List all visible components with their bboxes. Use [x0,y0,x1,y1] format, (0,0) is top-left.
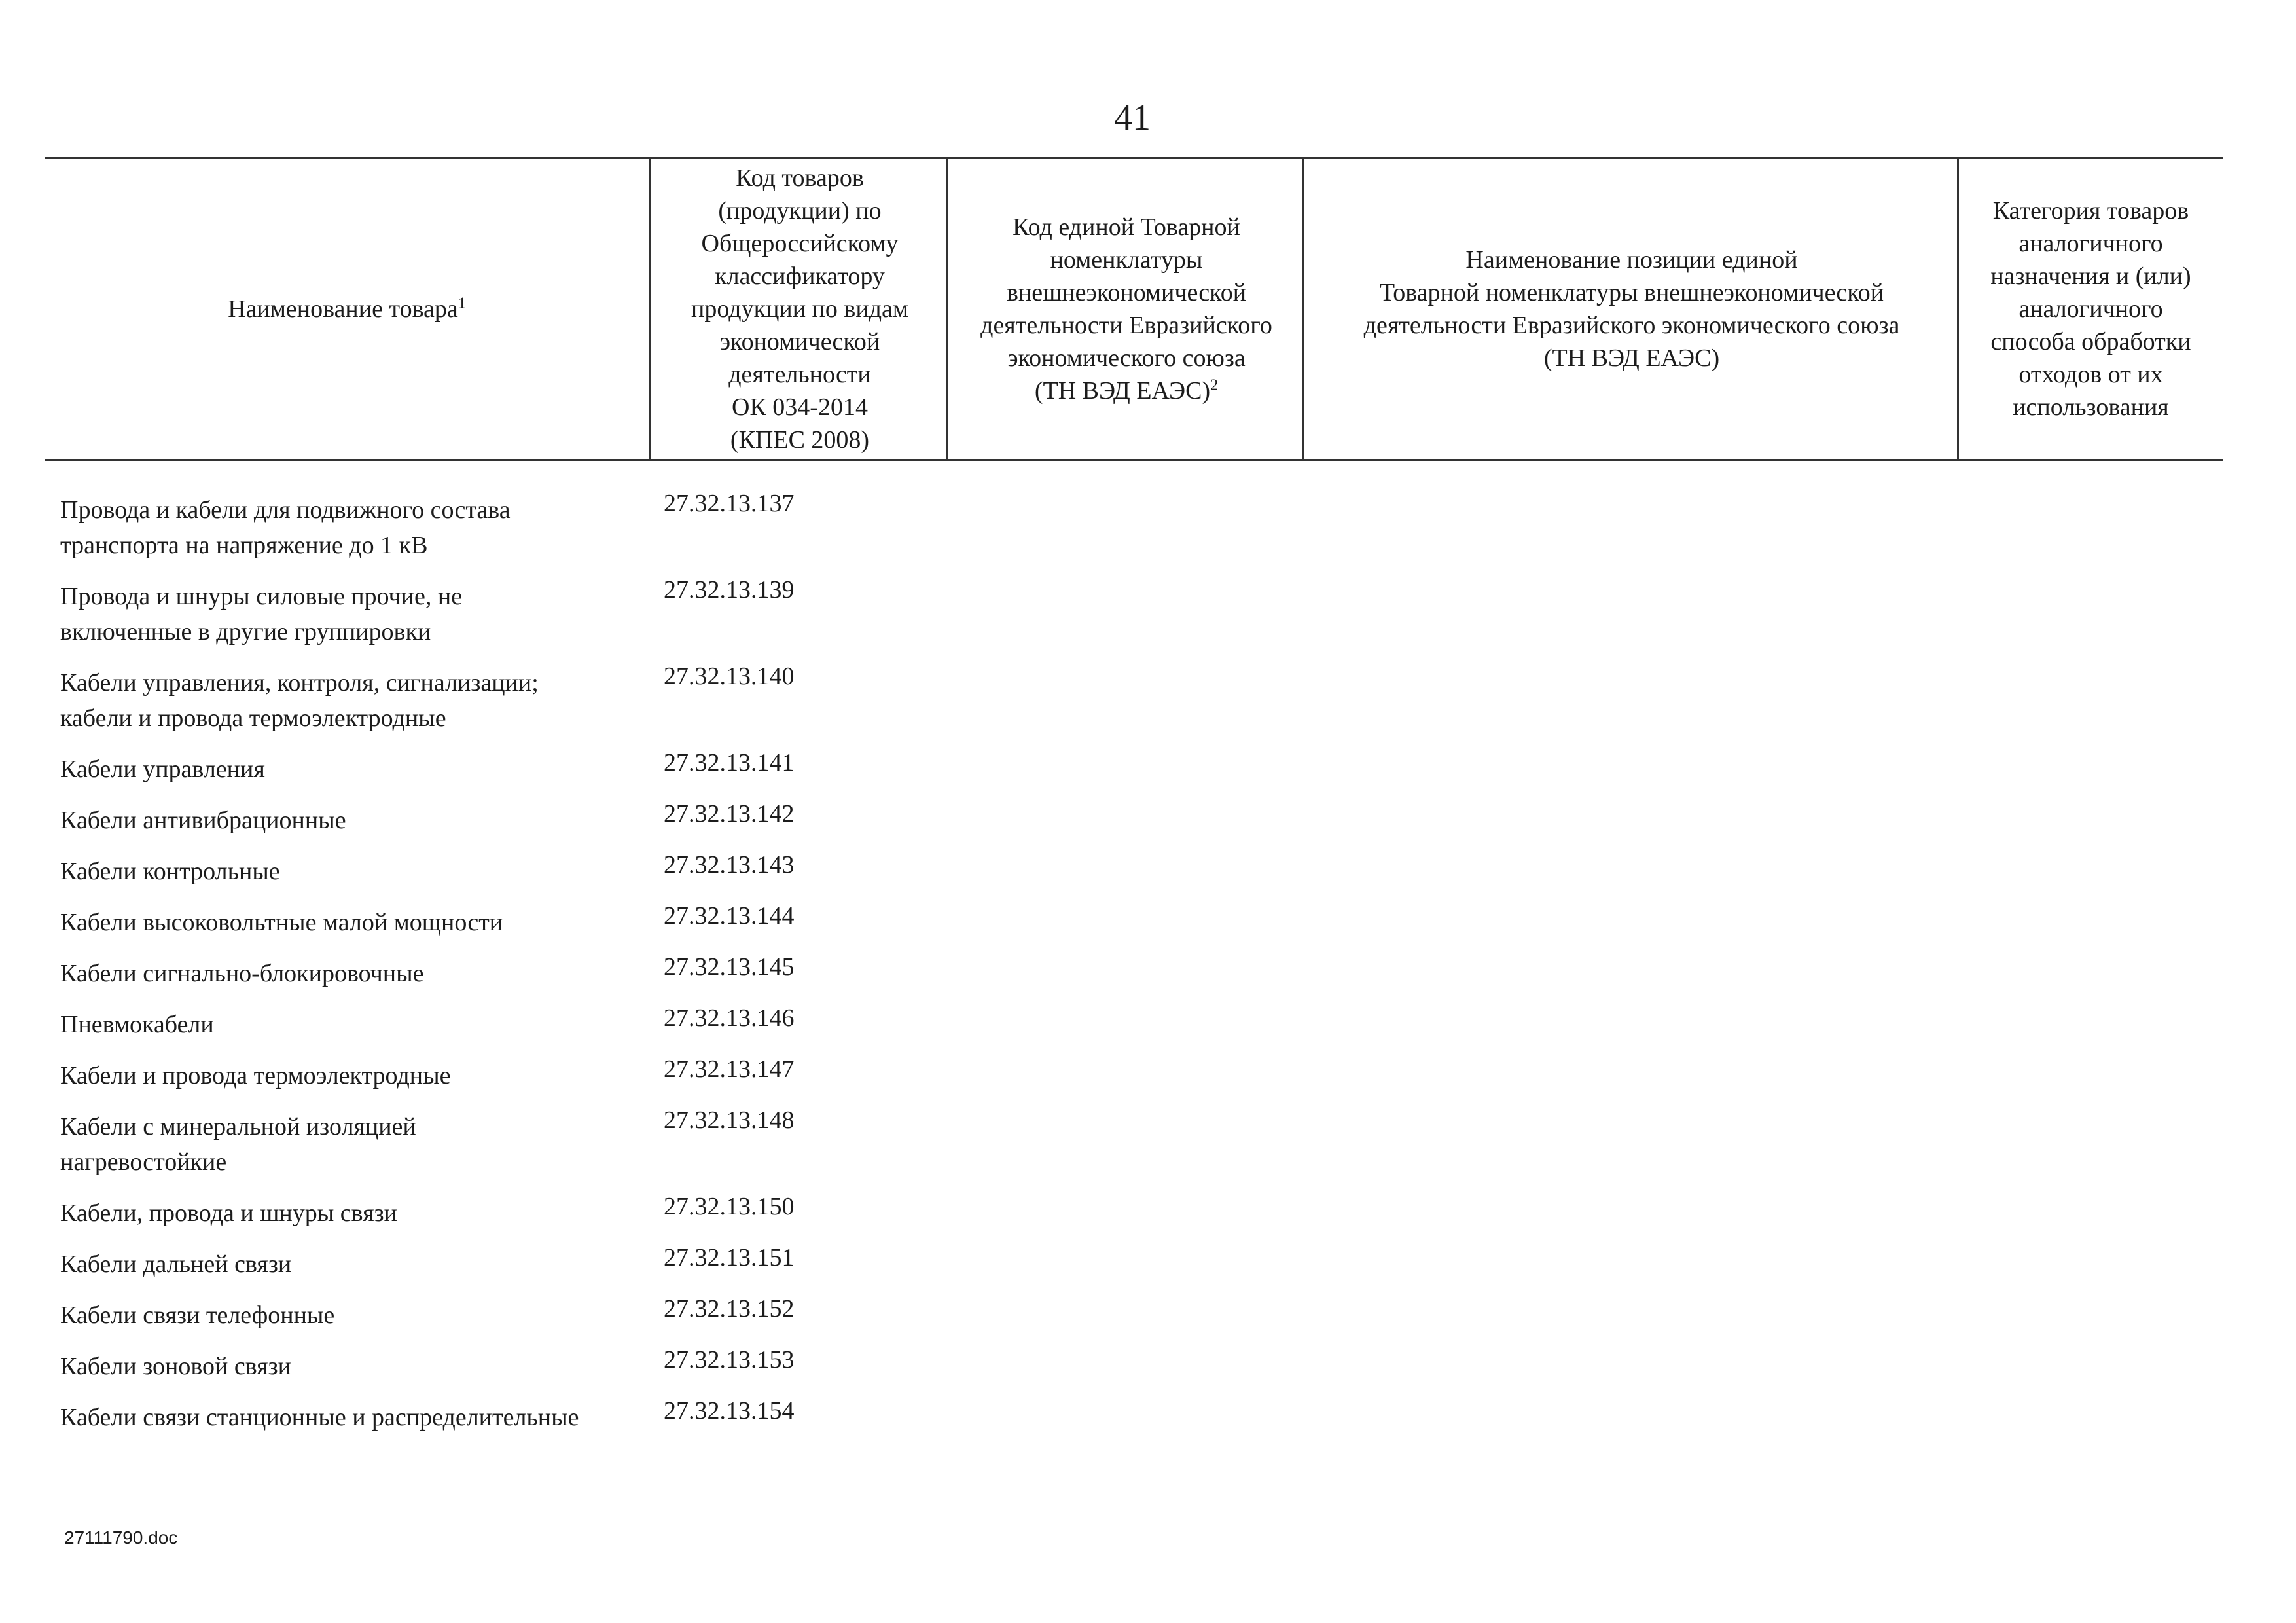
product-name: Кабели контрольные [60,858,280,885]
header-product-name-text: Наименование товара [228,295,458,323]
product-name: Кабели высоковольтные малой мощности [60,909,503,936]
table-row [60,1055,911,1093]
product-name: Кабели с минеральной изоляцией нагревостойкие [60,1113,416,1176]
header-category [1957,159,2223,459]
table-row [60,1106,911,1180]
product-code: 27.32.13.147 [664,1055,795,1083]
product-code: 27.32.13.144 [664,902,795,930]
table-header [45,157,2223,461]
product-name: Кабели антивибрационные [60,807,346,834]
product-name: Кабели управления [60,756,265,783]
table-row [60,665,911,736]
product-code: 27.32.13.140 [664,663,795,690]
table-row [60,492,911,563]
product-code: 27.32.13.137 [664,490,795,517]
product-name: Кабели дальней связи [60,1250,292,1278]
product-code: 27.32.13.146 [664,1004,795,1032]
table-row [60,851,911,889]
table-row [60,1346,911,1384]
table-row [60,800,911,838]
header-okpd-code-text: Код товаров (продукции) по Общероссийскому классификатору продукции по видам экономической деятельности ОК 034-2014 (КПЕС 2008) [691,164,908,454]
table-body [60,492,911,1451]
product-name: Кабели связи станционные и распределительные [60,1404,579,1431]
product-name: Кабели управления, контроля, сигнализации; кабели и провода термоэлектродные [60,669,539,732]
table-row [60,1244,911,1282]
header-category-text: Категория товаров аналогичного назначения и (или) аналогичного способа обработки отходов от их использования [1990,197,2191,421]
product-code: 27.32.13.145 [664,953,795,981]
header-tnved-code [946,159,1304,459]
product-code: 27.32.13.151 [664,1244,795,1271]
product-name: Кабели сигнально-блокировочные [60,960,424,987]
table-row [60,1195,911,1231]
table-row [60,1004,911,1042]
product-name: Кабели, провода и шнуры связи [60,1199,397,1227]
product-code: 27.32.13.139 [664,576,795,604]
product-code: 27.32.13.141 [664,749,795,776]
footnote-1-marker: 1 [457,295,466,312]
table-row [60,1295,911,1333]
table-row [60,902,911,940]
footnote-2-marker: 2 [1210,376,1219,394]
table-row [60,576,911,649]
product-code: 27.32.13.152 [664,1295,795,1322]
product-name: Пневмокабели [60,1011,214,1038]
header-tnved-name-text: Наименование позиции единой Товарной номенклатуры внешнеэкономической деятельности Евразийского экономического союза (ТН ВЭД ЕАЭС) [1363,246,1900,372]
table-row [60,953,911,991]
header-tnved-name [1302,159,1959,459]
product-name: Провода и шнуры силовые прочие, не включенные в другие группировки [60,583,463,646]
header-okpd-code [649,159,948,459]
header-tnved-code-text: Код единой Товарной номенклатуры внешнеэкономической деятельности Евразийского экономического союза (ТН ВЭД ЕАЭС) [980,213,1272,405]
product-code: 27.32.13.154 [664,1397,795,1425]
product-code: 27.32.13.148 [664,1106,795,1134]
product-code: 27.32.13.150 [664,1193,795,1220]
page-number: 41 [1114,98,1151,138]
product-name: Кабели и провода термоэлектродные [60,1062,451,1089]
product-code: 27.32.13.153 [664,1346,795,1374]
product-code: 27.32.13.142 [664,800,795,828]
table-row [60,1397,911,1435]
product-name: Провода и кабели для подвижного состава транспорта на напряжение до 1 кВ [60,496,511,559]
footer-filename: 27111790.doc [64,1527,178,1548]
table-row [60,749,911,787]
product-code: 27.32.13.143 [664,851,795,879]
header-product-name [45,159,649,459]
product-name: Кабели связи телефонные [60,1302,335,1329]
product-name: Кабели зоновой связи [60,1353,291,1380]
